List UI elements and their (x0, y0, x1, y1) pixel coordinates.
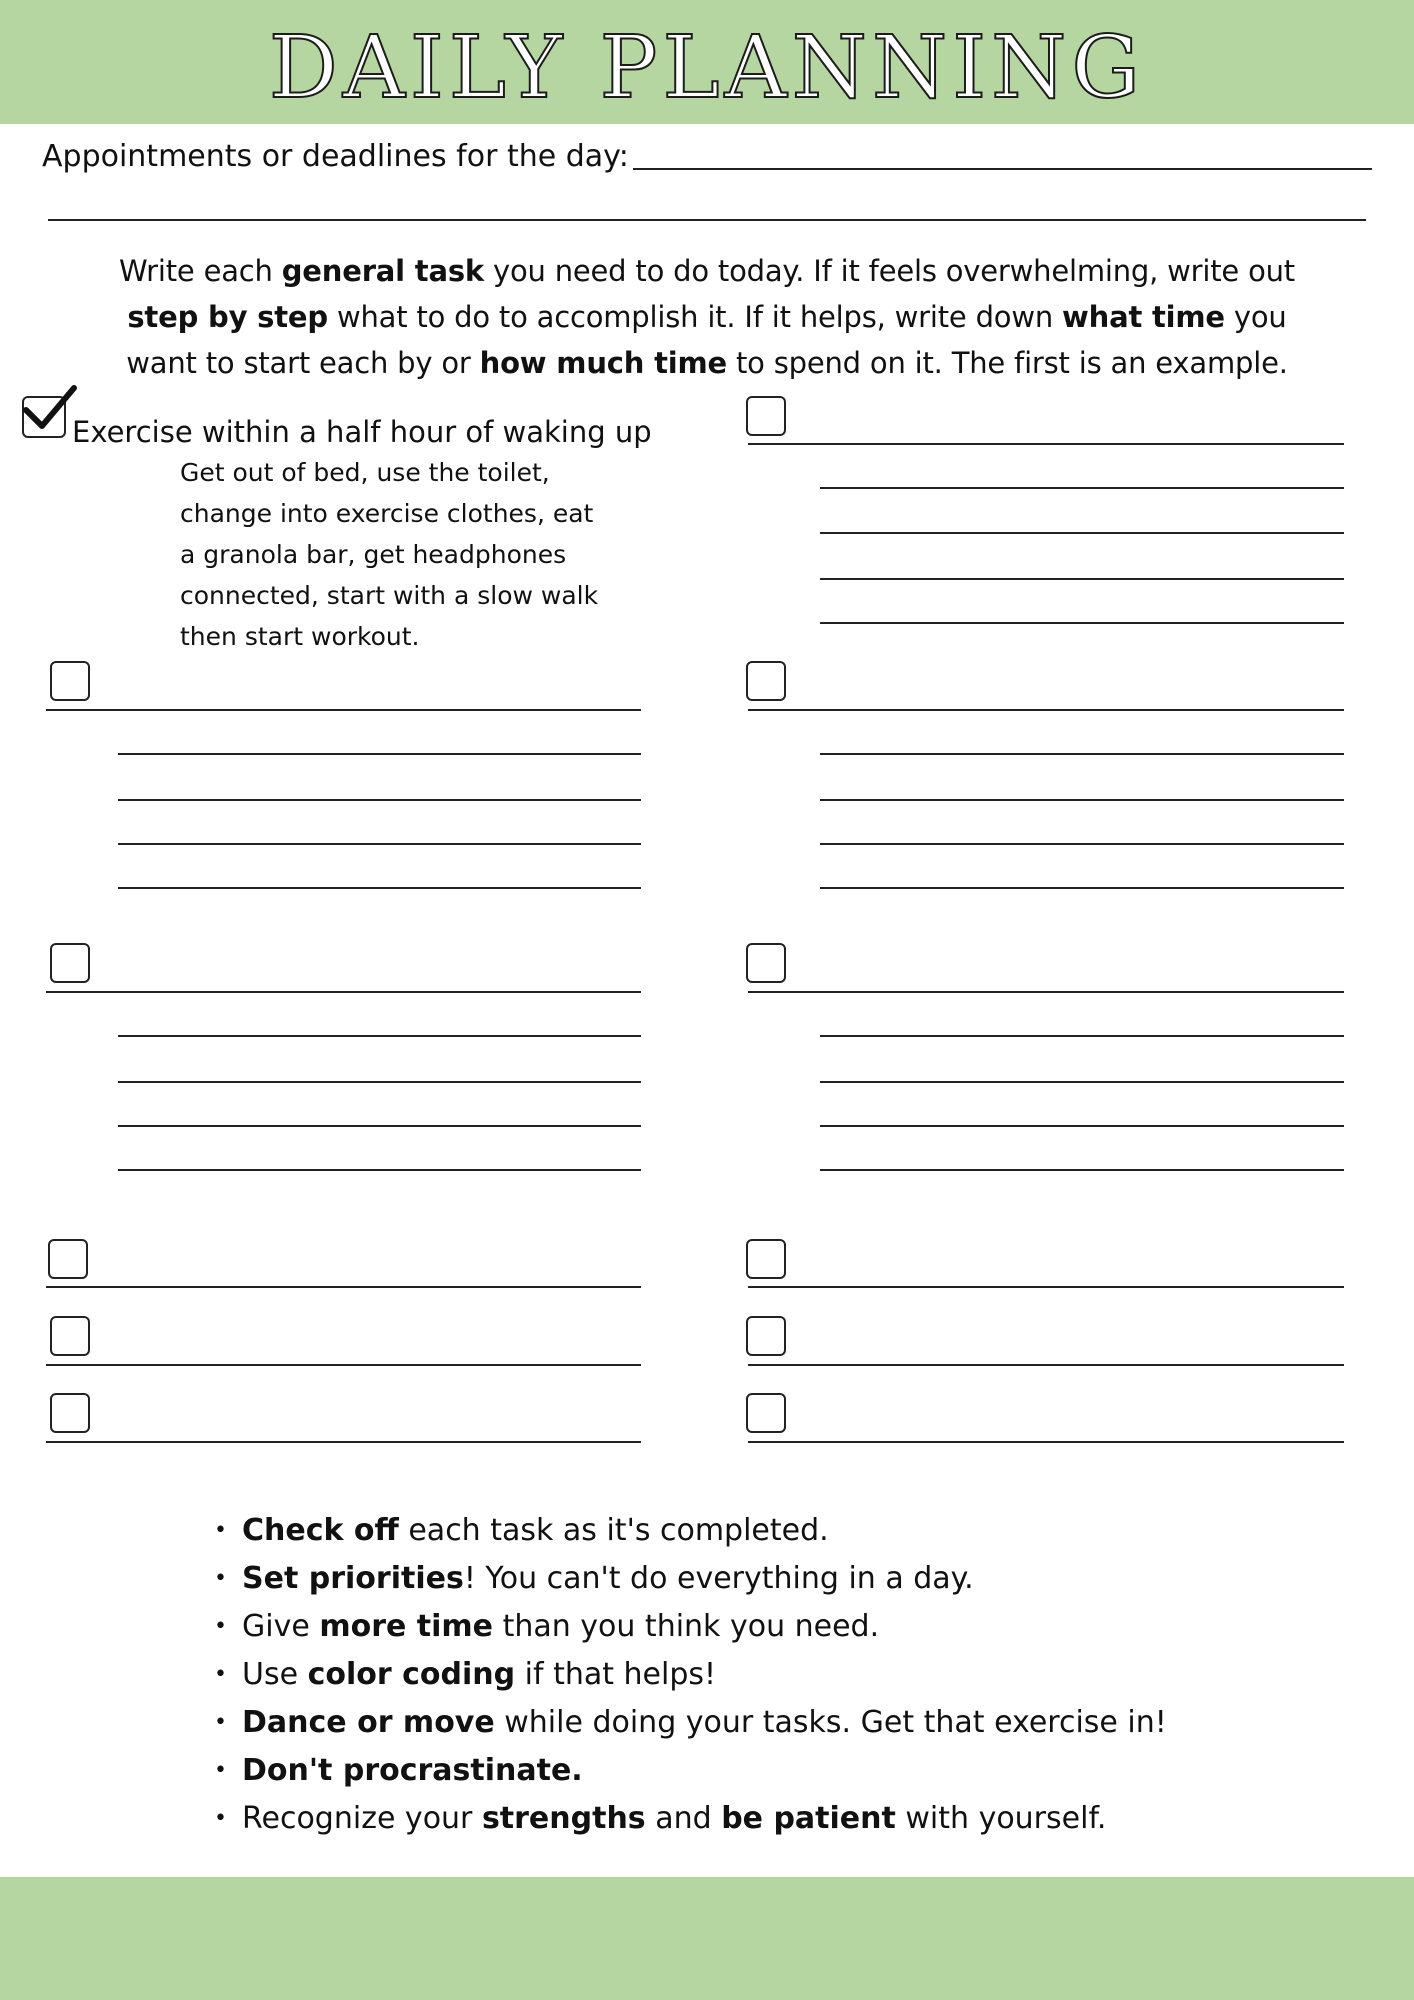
step-line[interactable] (118, 1081, 641, 1083)
task-checkbox[interactable] (746, 1316, 786, 1356)
task-checkbox[interactable] (746, 1393, 786, 1433)
step-line[interactable] (820, 1125, 1344, 1127)
step-line[interactable] (118, 753, 641, 755)
appointments-line[interactable] (633, 168, 1372, 170)
example-step: then start workout. (180, 622, 420, 651)
step-line[interactable] (118, 887, 641, 889)
step-line[interactable] (820, 753, 1344, 755)
step-line[interactable] (820, 1035, 1344, 1037)
tip-item: • Set priorities! You can't do everything in a day. (214, 1555, 1167, 1603)
example-task-title: Exercise within a half hour of waking up (72, 415, 652, 449)
task-checkbox[interactable] (50, 661, 90, 701)
instructions (50, 248, 1364, 386)
task-line[interactable] (46, 1441, 641, 1443)
step-line[interactable] (820, 532, 1344, 534)
tip-item: • Use color coding if that helps! (214, 1651, 1167, 1699)
step-line[interactable] (820, 1169, 1344, 1171)
appointments-line-2[interactable] (48, 219, 1366, 221)
step-line[interactable] (820, 487, 1344, 489)
task-line[interactable] (46, 991, 641, 993)
step-line[interactable] (820, 887, 1344, 889)
instructions-line-1: Write each general task you need to do today. If it feels overwhelming, write out (119, 254, 1295, 288)
task-line[interactable] (748, 991, 1344, 993)
appointments-label: Appointments or deadlines for the day: (42, 139, 629, 174)
example-task-steps (180, 452, 700, 657)
step-line[interactable] (820, 1081, 1344, 1083)
footer-band (0, 1877, 1414, 2000)
tip-item: • Don't procrastinate. (214, 1747, 1167, 1795)
task-checkbox[interactable] (746, 943, 786, 983)
appointments-row (42, 137, 1372, 177)
task-line[interactable] (748, 1364, 1344, 1366)
step-line[interactable] (820, 578, 1344, 580)
task-checkbox[interactable] (50, 1393, 90, 1433)
task-checkbox[interactable] (746, 396, 786, 436)
instructions-line-3: want to start each by or how much time to spend on it. The first is an example. (126, 346, 1288, 380)
task-checkbox[interactable] (50, 943, 90, 983)
tip-item: • Recognize your strengths and be patient with yourself. (214, 1795, 1167, 1843)
step-line[interactable] (118, 843, 641, 845)
step-line[interactable] (820, 843, 1344, 845)
task-line[interactable] (748, 1441, 1344, 1443)
page-title: DAILY PLANNING (268, 18, 1146, 118)
step-line[interactable] (820, 622, 1344, 624)
task-line[interactable] (46, 709, 641, 711)
example-step: connected, start with a slow walk (180, 581, 599, 610)
task-line[interactable] (748, 1286, 1344, 1288)
task-checkbox[interactable] (50, 1316, 90, 1356)
tip-item: • Dance or move while doing your tasks. Get that exercise in! (214, 1699, 1167, 1747)
task-line[interactable] (748, 443, 1344, 445)
example-step: a granola bar, get headphones (180, 540, 567, 569)
task-line[interactable] (748, 709, 1344, 711)
task-checkbox[interactable] (48, 1239, 88, 1279)
example-task-checkbox[interactable] (22, 396, 66, 438)
tip-item: • Give more time than you think you need. (214, 1603, 1167, 1651)
step-line[interactable] (118, 1035, 641, 1037)
task-checkbox[interactable] (746, 1239, 786, 1279)
checkmark-icon (20, 384, 80, 436)
step-line[interactable] (820, 799, 1344, 801)
instructions-line-2: step by step what to do to accomplish it. If it helps, write down what time you (127, 300, 1287, 334)
step-line[interactable] (118, 799, 641, 801)
step-line[interactable] (118, 1125, 641, 1127)
example-step: change into exercise clothes, eat (180, 499, 594, 528)
task-line[interactable] (46, 1286, 641, 1288)
example-step: Get out of bed, use the toilet, (180, 458, 550, 487)
tip-item: • Check off each task as it's completed. (214, 1507, 1167, 1555)
task-line[interactable] (46, 1364, 641, 1366)
step-line[interactable] (118, 1169, 641, 1171)
task-checkbox[interactable] (746, 661, 786, 701)
tips-list (214, 1507, 1167, 1843)
